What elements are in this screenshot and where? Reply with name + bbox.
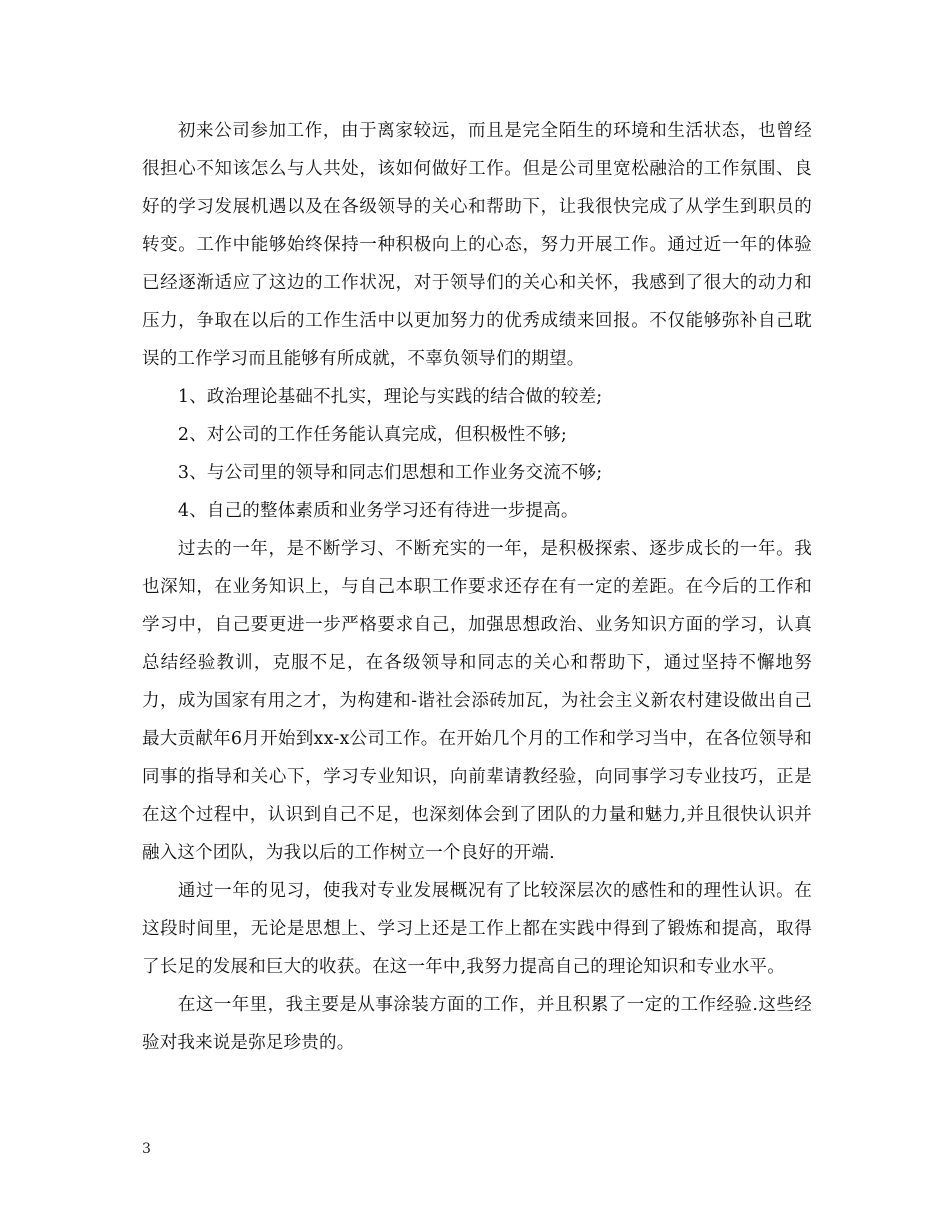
document-body <box>142 112 812 1062</box>
paragraph-internship: 通过一年的见习，使我对专业发展概况有了比较深层次的感性和的理性认识。在这段时间里，无论是思想上、学习上还是工作上都在实践中得到了锻炼和提高，取得了长足的发展和巨大的收获。在这一年中,我努力提高自己的理论知识和专业水平。 <box>142 881 812 977</box>
list-item-1: 1、政治理论基础不扎实，理论与实践的结合做的较差; <box>177 387 603 407</box>
paragraph-coating-work: 在这一年里，我主要是从事涂装方面的工作，并且积累了一定的工作经验.这些经验对我来说是弥足珍贵的。 <box>142 995 812 1053</box>
paragraph-intro: 初来公司参加工作，由于离家较远，而且是完全陌生的环境和生活状态，也曾经很担心不知该怎么与人共处，该如何做好工作。但是公司里宽松融洽的工作氛围、良好的学习发展机遇以及在各级领导的关心和帮助下，让我很快完成了从学生到职员的转变。工作中能够始终保持一种积极向上的心态，努力开展工作。通过近一年的体验已经逐渐适应了这边的工作状况，对于领导们的关心和关怀，我感到了很大的动力和压力，争取在以后的工作生活中以更加努力的优秀成绩来回报。不仅能够弥补自己耽误的工作学习而且能够有所成就，不辜负领导们的期望。 <box>142 121 812 369</box>
page-number: 3 <box>142 1141 151 1157</box>
list-item-4: 4、自己的整体素质和业务学习还有待进一步提高。 <box>177 501 579 521</box>
paragraph-past-year: 过去的一年，是不断学习、不断充实的一年，是积极探索、逐步成长的一年。我也深知，在业务知识上，与自己本职工作要求还存在有一定的差距。在今后的工作和学习中，自己要更进一步严格要求自己，加强思想政治、业务知识方面的学习，认真总结经验教训，克服不足，在各级领导和同志的关心和帮助下，通过坚持不懈地努力，成为国家有用之才，为构建和-谐社会添砖加瓦，为社会主义新农村建设做出自己最大贡献年6月开始到xx-x公司工作。在开始几个月的工作和学习当中，在各位领导和同事的指导和关心下，学习专业知识，向前辈请教经验，向同事学习专业技巧，正是在这个过程中，认识到自己不足，也深刻体会到了团队的力量和魅力,并且很快认识并融入这个团队，为我以后的工作树立一个良好的开端. <box>142 539 812 863</box>
list-item-2: 2、对公司的工作任务能认真完成，但积极性不够; <box>177 425 568 445</box>
list-item-3: 3、与公司里的领导和同志们思想和工作业务交流不够; <box>177 463 603 483</box>
